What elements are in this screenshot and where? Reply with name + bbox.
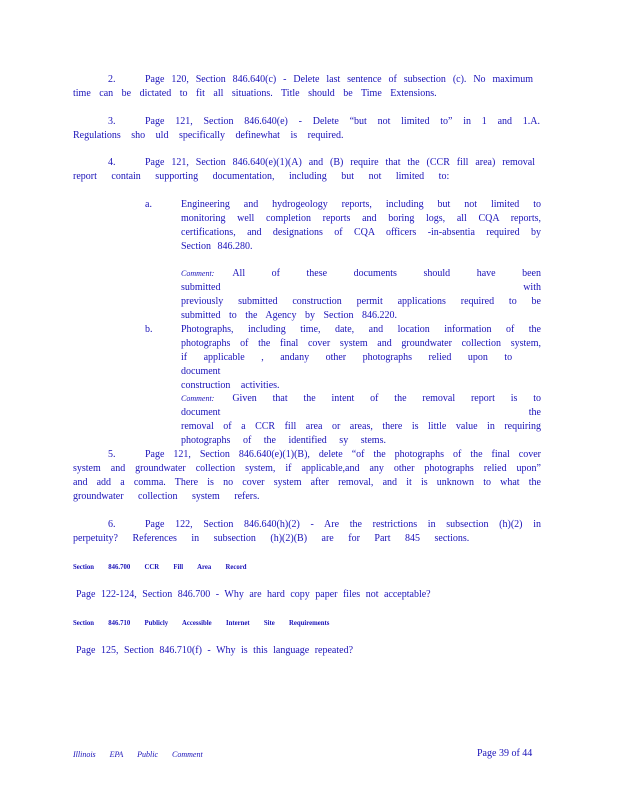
text-line: Page 121, Section 846.640(e)(1)(A) and (B) require that the (CCR fill area) removal [145, 157, 535, 168]
text-line: Engineering and hydrogeology reports, including but not limited to [181, 199, 541, 210]
text-line: system and groundwater collection system, if applicable,and any other photographs relied upon” [73, 463, 541, 474]
question-line: Page 122-124, Section 846.700 - Why are hard copy paper files not acceptable? [76, 589, 431, 600]
comment-first-line [181, 392, 541, 420]
text-line: photographs of the identified sy stems. [181, 435, 386, 446]
section-heading: Section 846.710 Publicly Accessible Internet Site Requirements [73, 618, 330, 627]
footer-source: Illinois EPA Public Comment [73, 750, 203, 759]
paragraph-item-6 [73, 518, 541, 546]
page-number: Page 39 of 44 [477, 748, 533, 759]
comment-text: All of these documents should have been submitted with [181, 268, 541, 293]
text-line: groundwater collection system refers. [73, 491, 260, 502]
subitem-a-comment [181, 267, 541, 323]
text-line: time can be dictated to fit all situations. Title should be Time Extensions. [73, 88, 437, 99]
item-number: 6. [108, 519, 116, 530]
paragraph-item-3 [73, 115, 540, 143]
text-line: photographs of the final cover system and groundwater collection system, [181, 338, 541, 349]
subitem-b-text [181, 323, 541, 393]
text-line: Regulations sho uld specifically definewhat is required. [73, 130, 344, 141]
text-line: certifications, and designations of CQA officers -in-absentia required by [181, 227, 541, 238]
paragraph-item-4 [73, 156, 535, 184]
text-line: report contain supporting documentation, including but not limited to: [73, 171, 450, 182]
text-line: Photographs, including time, date, and location information of the [181, 324, 541, 335]
item-number: 5. [108, 449, 116, 460]
subitem-b-comment [181, 392, 541, 448]
text-line: and add a comma. There is no cover system after removal, and it is unknown to what the [73, 477, 541, 488]
text-line: Page 121, Section 846.640(e) - Delete “but not limited to” in 1 and 1.A. [145, 116, 540, 127]
comment-first-line [181, 267, 541, 295]
comment-text: Given that the intent of the removal report is to document the [181, 393, 541, 418]
paragraph-item-5 [73, 448, 541, 504]
section-heading: Section 846.700 CCR Fill Area Record [73, 562, 247, 571]
item-number: 3. [108, 116, 116, 127]
item-number: 4. [108, 157, 116, 168]
paragraph-item-2 [73, 73, 533, 101]
question-line: Page 125, Section 846.710(f) - Why is this language repeated? [76, 645, 354, 656]
text-line: Page 121, Section 846.640(e)(1)(B), delete “of the photographs of the final cover [145, 449, 541, 460]
text-line: perpetuity? References in subsection (h)(2)(B) are for Part 845 sections. [73, 533, 470, 544]
comment-label: Comment: [181, 394, 215, 403]
text-line: removal of a CCR fill area or areas, there is little value in requiring [181, 421, 541, 432]
text-line: previously submitted construction permit applications required to be [181, 296, 541, 307]
text-line: Section 846.280. [181, 241, 253, 252]
text-line: Page 122, Section 846.640(h)(2) - Are the restrictions in subsection (h)(2) in [145, 519, 541, 530]
text-line: submitted to the Agency by Section 846.220. [181, 310, 397, 321]
subitem-label: b. [145, 324, 153, 335]
comment-label: Comment: [181, 269, 215, 278]
subitem-a-text [181, 198, 541, 254]
text-line: monitoring well completion reports and boring logs, all CQA reports, [181, 213, 541, 224]
text-line: if applicable , andany other photographs relied upon to document [181, 352, 513, 377]
text-line: construction activities. [181, 380, 280, 391]
item-number: 2. [108, 74, 116, 85]
text-line: Page 120, Section 846.640(c) - Delete last sentence of subsection (c). No maximum [145, 74, 533, 85]
subitem-label: a. [145, 199, 152, 210]
